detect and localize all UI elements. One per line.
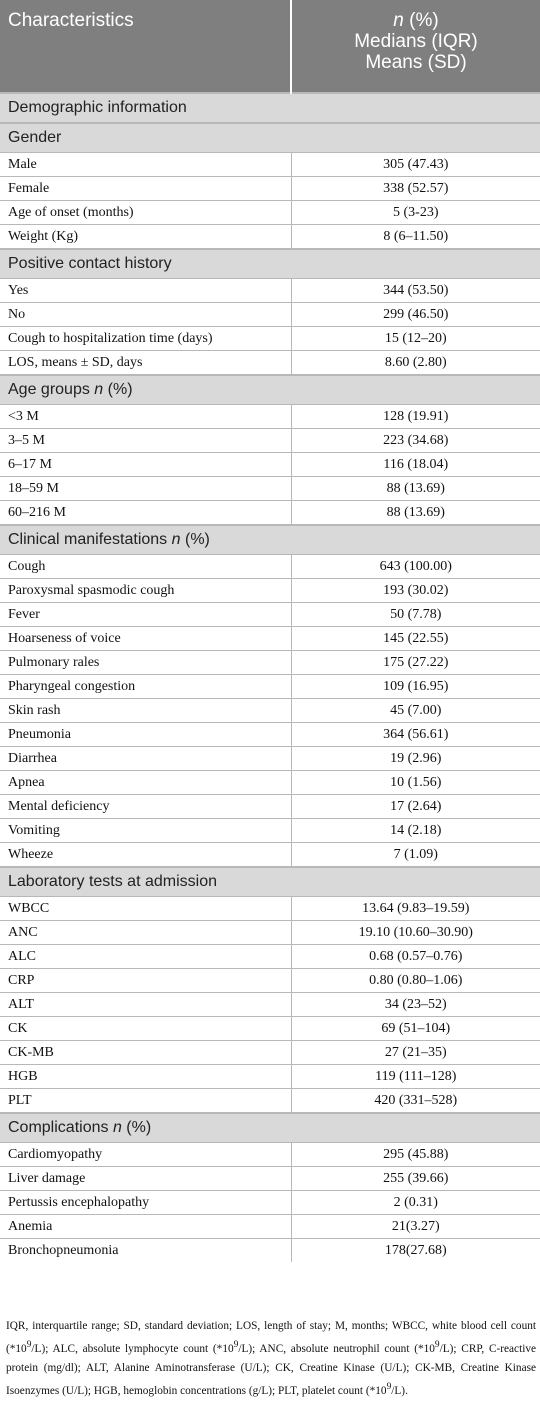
pct-label: (%) (121, 1119, 152, 1136)
table-row (0, 177, 540, 201)
section-contact-history (0, 249, 540, 279)
table-row (0, 1167, 540, 1191)
header-n-italic: n (393, 10, 404, 31)
table-row (0, 699, 540, 723)
section-gender (0, 123, 540, 153)
footnote-sup: 9 (434, 1340, 440, 1350)
row-label: Wheeze (0, 843, 291, 868)
row-value: 364 (56.61) (291, 723, 540, 747)
row-value: 34 (23–52) (291, 993, 540, 1017)
section-title: Demographic information (0, 93, 540, 123)
row-value: 299 (46.50) (291, 303, 540, 327)
row-value: 8.60 (2.80) (291, 351, 540, 376)
row-value: 255 (39.66) (291, 1167, 540, 1191)
footnote-part: /L); CRP, C-reactive protein (mg/dl); ALT, Alanine Aminotransferase (U/L); CK, Creatine Kinase (U/L); CK-MB, Creatine Kinase Isoenzymes (U/L); HGB, hemoglobin concentrations (g/L); PLT, platelet count (*10 (6, 1342, 537, 1397)
section-title (0, 1113, 540, 1143)
table-footnote (6, 1317, 536, 1401)
n-italic: n (112, 1119, 122, 1136)
row-label: Age of onset (months) (0, 201, 291, 225)
table-row (0, 1041, 540, 1065)
row-label: Hoarseness of voice (0, 627, 291, 651)
table-row (0, 1191, 540, 1215)
row-label: Skin rash (0, 699, 291, 723)
table-row (0, 723, 540, 747)
row-label: ALT (0, 993, 291, 1017)
row-label: Apnea (0, 771, 291, 795)
row-label: Liver damage (0, 1167, 291, 1191)
row-value: 50 (7.78) (291, 603, 540, 627)
row-value: 19.10 (10.60–30.90) (291, 921, 540, 945)
row-label: WBCC (0, 897, 291, 921)
row-label: CK-MB (0, 1041, 291, 1065)
section-demographic (0, 93, 540, 123)
table-row (0, 651, 540, 675)
row-label: Pertussis encephalopathy (0, 1191, 291, 1215)
table-row (0, 897, 540, 921)
row-label: Anemia (0, 1215, 291, 1239)
section-age-groups (0, 375, 540, 405)
row-value: 21(3.27) (291, 1215, 540, 1239)
row-value: 145 (22.55) (291, 627, 540, 651)
table-row (0, 501, 540, 526)
row-label: HGB (0, 1065, 291, 1089)
header-stats (291, 0, 540, 93)
row-label: Mental deficiency (0, 795, 291, 819)
table-row (0, 819, 540, 843)
row-value: 305 (47.43) (291, 153, 540, 177)
header-means: Means (SD) (365, 52, 467, 73)
row-value: 19 (2.96) (291, 747, 540, 771)
row-value: 178(27.68) (291, 1239, 540, 1263)
row-value: 119 (111–128) (291, 1065, 540, 1089)
n-italic: n (94, 381, 104, 398)
row-value: 13.64 (9.83–19.59) (291, 897, 540, 921)
row-label: 60–216 M (0, 501, 291, 526)
section-title: Gender (0, 123, 540, 153)
row-value: 88 (13.69) (291, 477, 540, 501)
row-value: 7 (1.09) (291, 843, 540, 868)
row-label: <3 M (0, 405, 291, 429)
row-value: 223 (34.68) (291, 429, 540, 453)
table-row (0, 747, 540, 771)
row-label: PLT (0, 1089, 291, 1114)
table-row (0, 771, 540, 795)
footnote-sup: 9 (233, 1340, 239, 1350)
row-label: ALC (0, 945, 291, 969)
section-label: Complications (8, 1119, 109, 1136)
row-label: Pneumonia (0, 723, 291, 747)
row-label: Diarrhea (0, 747, 291, 771)
row-label: 6–17 M (0, 453, 291, 477)
table-row (0, 351, 540, 376)
table-row (0, 1089, 540, 1114)
row-value: 175 (27.22) (291, 651, 540, 675)
section-lab-tests (0, 867, 540, 897)
row-label: 18–59 M (0, 477, 291, 501)
section-clinical (0, 525, 540, 555)
table-header-row (0, 0, 540, 93)
section-label: Clinical manifestations (8, 531, 168, 548)
row-value: 643 (100.00) (291, 555, 540, 579)
row-value: 0.80 (0.80–1.06) (291, 969, 540, 993)
row-value: 15 (12–20) (291, 327, 540, 351)
table-row (0, 795, 540, 819)
row-label: LOS, means ± SD, days (0, 351, 291, 376)
row-value: 420 (331–528) (291, 1089, 540, 1114)
n-italic: n (171, 531, 181, 548)
table-row (0, 201, 540, 225)
row-value: 17 (2.64) (291, 795, 540, 819)
row-value: 14 (2.18) (291, 819, 540, 843)
header-characteristics: Characteristics (0, 0, 291, 93)
table-row (0, 921, 540, 945)
table-row (0, 279, 540, 303)
row-label: Male (0, 153, 291, 177)
row-label: ANC (0, 921, 291, 945)
row-label: Pulmonary rales (0, 651, 291, 675)
table-row (0, 303, 540, 327)
footnote-sup: 9 (26, 1340, 32, 1350)
section-complications (0, 1113, 540, 1143)
row-value: 10 (1.56) (291, 771, 540, 795)
row-value: 69 (51–104) (291, 1017, 540, 1041)
row-value: 8 (6–11.50) (291, 225, 540, 250)
header-medians: Medians (IQR) (354, 31, 478, 52)
row-value: 88 (13.69) (291, 501, 540, 526)
row-label: Bronchopneumonia (0, 1239, 291, 1263)
row-value: 193 (30.02) (291, 579, 540, 603)
row-value: 128 (19.91) (291, 405, 540, 429)
table-row (0, 429, 540, 453)
table-row (0, 1239, 540, 1263)
row-label: CRP (0, 969, 291, 993)
footnote-sup: 9 (386, 1381, 392, 1392)
row-label: Weight (Kg) (0, 225, 291, 250)
row-label: Pharyngeal congestion (0, 675, 291, 699)
row-label: 3–5 M (0, 429, 291, 453)
footnote-part: IQR, interquartile range; SD, standard deviation; LOS, length of stay; M, months; WBCC, white blood cell count (*10 (6, 1320, 536, 1355)
table-row (0, 579, 540, 603)
table-row (0, 1065, 540, 1089)
table-row (0, 675, 540, 699)
table-row (0, 225, 540, 250)
table-row (0, 993, 540, 1017)
row-label: Fever (0, 603, 291, 627)
row-label: No (0, 303, 291, 327)
table-row (0, 945, 540, 969)
pct-label: (%) (103, 381, 133, 398)
row-value: 2 (0.31) (291, 1191, 540, 1215)
footnote-part: /L). (391, 1384, 408, 1397)
row-label: Cough to hospitalization time (days) (0, 327, 291, 351)
row-value: 27 (21–35) (291, 1041, 540, 1065)
table-row (0, 1215, 540, 1239)
section-title: Positive contact history (0, 249, 540, 279)
row-label: Female (0, 177, 291, 201)
table-row (0, 555, 540, 579)
header-pct: (%) (403, 10, 439, 31)
section-title (0, 375, 540, 405)
table-row (0, 969, 540, 993)
table-row (0, 453, 540, 477)
table-row (0, 1017, 540, 1041)
row-value: 45 (7.00) (291, 699, 540, 723)
table-row (0, 1143, 540, 1167)
row-value: 338 (52.57) (291, 177, 540, 201)
row-label: Yes (0, 279, 291, 303)
table-row (0, 153, 540, 177)
row-value: 344 (53.50) (291, 279, 540, 303)
table-row (0, 627, 540, 651)
table-row (0, 327, 540, 351)
table-row (0, 477, 540, 501)
row-value: 295 (45.88) (291, 1143, 540, 1167)
table-row (0, 603, 540, 627)
row-value: 0.68 (0.57–0.76) (291, 945, 540, 969)
row-label: Vomiting (0, 819, 291, 843)
footnote-part: /L); ALC, absolute lymphocyte count (*10 (31, 1342, 234, 1355)
pct-label: (%) (180, 531, 210, 548)
table-row (0, 405, 540, 429)
section-title: Laboratory tests at admission (0, 867, 540, 897)
row-label: Paroxysmal spasmodic cough (0, 579, 291, 603)
row-value: 116 (18.04) (291, 453, 540, 477)
row-value: 5 (3-23) (291, 201, 540, 225)
row-value: 109 (16.95) (291, 675, 540, 699)
footnote-part: /L); ANC, absolute neutrophil count (*10 (238, 1342, 435, 1355)
section-label: Age groups (8, 381, 90, 398)
row-label: Cardiomyopathy (0, 1143, 291, 1167)
row-label: CK (0, 1017, 291, 1041)
table-row (0, 843, 540, 868)
section-title (0, 525, 540, 555)
row-label: Cough (0, 555, 291, 579)
